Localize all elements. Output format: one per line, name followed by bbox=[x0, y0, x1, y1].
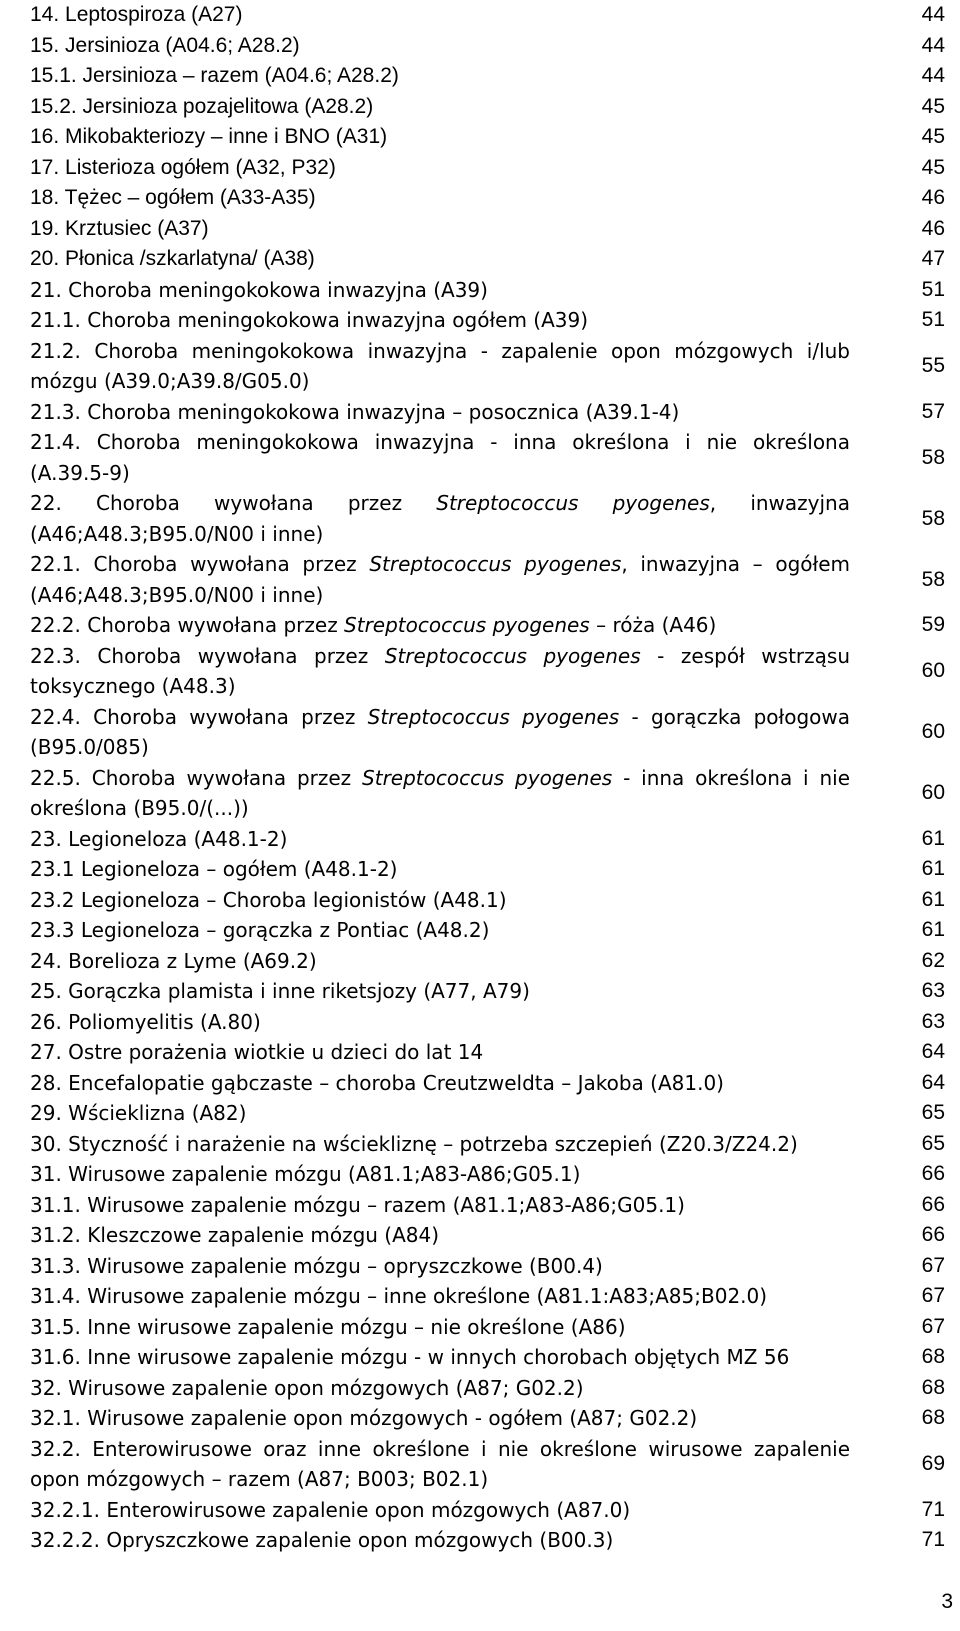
toc-entry bbox=[30, 885, 945, 916]
toc-entry bbox=[30, 824, 945, 855]
toc-entry-title: 15.1. Jersinioza – razem (A04.6; A28.2) bbox=[30, 64, 399, 87]
toc-entry-title: 23.1 Legioneloza – ogółem (A48.1-2) bbox=[30, 857, 398, 881]
toc-entry bbox=[30, 915, 945, 946]
toc-entry bbox=[30, 1525, 945, 1556]
toc-entry-title: 31.4. Wirusowe zapalenie mózgu – inne określone (A81.1:A83;A85;B02.0) bbox=[30, 1284, 768, 1308]
toc-entry-title: 27. Ostre porażenia wiotkie u dzieci do lat 14 bbox=[30, 1040, 484, 1064]
toc-entry bbox=[30, 549, 945, 610]
toc-entry-page: 51 bbox=[921, 277, 945, 301]
toc-entry bbox=[30, 305, 945, 336]
toc-entry bbox=[30, 397, 945, 428]
toc-entry bbox=[30, 1342, 945, 1373]
toc-entry-title: 19. Krztusiec (A37) bbox=[30, 216, 209, 240]
toc-entry bbox=[30, 31, 945, 62]
toc-entry-title: 22.4. Choroba wywołana przez Streptococcus pyogenes - gorączka połogowa (B95.0/085) bbox=[30, 704, 851, 759]
species-name: Streptococcus pyogenes bbox=[369, 552, 622, 576]
toc-entry bbox=[30, 427, 945, 488]
table-of-contents bbox=[30, 0, 945, 1556]
toc-entry-title: 17. Listerioza ogółem (A32, P32) bbox=[30, 155, 336, 179]
toc-entry-title: 23.2 Legioneloza – Choroba legionistów (A48.1) bbox=[30, 887, 507, 912]
toc-entry bbox=[30, 1007, 945, 1038]
toc-entry bbox=[30, 1403, 945, 1434]
toc-entry bbox=[30, 214, 945, 245]
toc-entry-page: 61 bbox=[921, 857, 945, 881]
toc-entry-page: 66 bbox=[921, 1192, 945, 1216]
toc-entry-title: 32.1. Wirusowe zapalenie opon mózgowych - ogółem (A87; G02.2) bbox=[30, 1406, 698, 1430]
toc-entry bbox=[30, 244, 945, 275]
toc-entry-page: 62 bbox=[921, 948, 945, 972]
toc-entry-page: 61 bbox=[921, 826, 945, 850]
toc-entry-page: 57 bbox=[921, 399, 945, 423]
toc-entry-title: 29. Wścieklizna (A82) bbox=[30, 1101, 247, 1125]
toc-entry bbox=[30, 763, 945, 824]
toc-entry-page: 66 bbox=[921, 1223, 945, 1247]
species-name: Streptococcus pyogenes bbox=[367, 704, 620, 729]
toc-entry-title: 31.5. Inne wirusowe zapalenie mózgu – nie określone (A86) bbox=[30, 1314, 626, 1339]
toc-entry-title: 18. Tężec – ogółem (A33-A35) bbox=[30, 186, 316, 209]
toc-entry-title: 31.1. Wirusowe zapalenie mózgu – razem (A81.1;A83-A86;G05.1) bbox=[30, 1192, 685, 1217]
toc-entry bbox=[30, 854, 945, 885]
toc-entry bbox=[30, 702, 945, 763]
species-name: Streptococcus pyogenes bbox=[436, 491, 710, 515]
toc-entry bbox=[30, 488, 945, 549]
toc-entry-page: 68 bbox=[921, 1375, 945, 1399]
toc-entry-page: 51 bbox=[921, 308, 945, 332]
page-number: 3 bbox=[941, 1590, 953, 1613]
toc-entry bbox=[30, 1434, 945, 1495]
toc-entry-page: 67 bbox=[921, 1284, 945, 1308]
toc-entry-title: 21.3. Choroba meningokokowa inwazyjna – posocznica (A39.1-4) bbox=[30, 399, 680, 424]
toc-entry-page: 68 bbox=[921, 1406, 945, 1430]
toc-entry-title: 31.3. Wirusowe zapalenie mózgu – opryszczkowe (B00.4) bbox=[30, 1253, 603, 1278]
toc-entry bbox=[30, 1159, 945, 1190]
toc-entry-title: 15. Jersinioza (A04.6; A28.2) bbox=[30, 33, 300, 57]
toc-entry-title: 22.3. Choroba wywołana przez Streptococcus pyogenes - zespół wstrząsu toksycznego (A48.3) bbox=[30, 643, 850, 698]
toc-entry-page: 60 bbox=[921, 659, 945, 682]
toc-entry-title: 31. Wirusowe zapalenie mózgu (A81.1;A83-A86;G05.1) bbox=[30, 1162, 581, 1186]
toc-entry-title: 32. Wirusowe zapalenie opon mózgowych (A87; G02.2) bbox=[30, 1375, 584, 1400]
toc-entry-page: 61 bbox=[921, 918, 945, 942]
toc-entry bbox=[30, 1129, 945, 1160]
toc-entry-page: 46 bbox=[921, 186, 945, 210]
toc-entry-title: 22.1. Choroba wywołana przez Streptococcus pyogenes, inwazyjna – ogółem (A46;A48.3;B95.0/N00 i inne) bbox=[30, 552, 850, 607]
toc-entry-page: 44 bbox=[921, 33, 945, 57]
toc-entry-page: 60 bbox=[921, 720, 945, 743]
toc-entry-title: 21.1. Choroba meningokokowa inwazyjna ogółem (A39) bbox=[30, 308, 589, 332]
toc-entry bbox=[30, 92, 945, 123]
toc-entry-title: 23. Legioneloza (A48.1-2) bbox=[30, 826, 288, 851]
toc-entry bbox=[30, 1220, 945, 1251]
toc-entry-page: 44 bbox=[921, 3, 945, 27]
toc-entry-page: 55 bbox=[921, 354, 945, 377]
toc-entry bbox=[30, 641, 945, 702]
toc-entry-page: 63 bbox=[921, 1009, 945, 1033]
toc-entry-title: 26. Poliomyelitis (A.80) bbox=[30, 1009, 261, 1034]
toc-entry bbox=[30, 946, 945, 977]
toc-entry-title: 28. Encefalopatie gąbczaste – choroba Creutzweldta – Jakoba (A81.0) bbox=[30, 1070, 724, 1095]
species-name: Streptococcus pyogenes bbox=[344, 613, 590, 637]
species-name: Streptococcus pyogenes bbox=[362, 765, 613, 790]
toc-entry bbox=[30, 1495, 945, 1526]
toc-entry-title: 30. Styczność i narażenie na wściekliznę – potrzeba szczepień (Z20.3/Z24.2) bbox=[30, 1131, 798, 1156]
toc-entry-page: 60 bbox=[921, 781, 945, 804]
toc-entry-title: 22. Choroba wywołana przez Streptococcus pyogenes, inwazyjna (A46;A48.3;B95.0/N00 i inne) bbox=[30, 491, 850, 546]
toc-entry-title: 16. Mikobakteriozy – inne i BNO (A31) bbox=[30, 125, 388, 148]
toc-entry-title: 31.2. Kleszczowe zapalenie mózgu (A84) bbox=[30, 1223, 440, 1247]
toc-entry-page: 71 bbox=[921, 1528, 945, 1552]
toc-entry bbox=[30, 976, 945, 1007]
toc-entry-title: 22.5. Choroba wywołana przez Streptococcus pyogenes - inna określona i nie określona (B95.0/(...)) bbox=[30, 765, 851, 820]
toc-entry-page: 58 bbox=[921, 567, 945, 591]
toc-entry bbox=[30, 1037, 945, 1068]
toc-entry bbox=[30, 275, 945, 306]
toc-entry bbox=[30, 1373, 945, 1404]
toc-entry-title: 21.4. Choroba meningokokowa inwazyjna - inna określona i nie określona (A.39.5-9) bbox=[30, 430, 850, 485]
toc-entry-page: 64 bbox=[921, 1070, 945, 1094]
toc-entry-title: 25. Gorączka plamista i inne riketsjozy (A77, A79) bbox=[30, 979, 530, 1003]
toc-entry-page: 65 bbox=[921, 1131, 945, 1155]
toc-entry-page: 67 bbox=[921, 1253, 945, 1277]
toc-entry-page: 45 bbox=[921, 155, 945, 179]
toc-entry-page: 58 bbox=[921, 506, 945, 530]
toc-entry-page: 47 bbox=[921, 247, 945, 271]
toc-entry-title: 32.2.2. Opryszczkowe zapalenie opon mózgowych (B00.3) bbox=[30, 1528, 614, 1552]
toc-entry-title: 32.2. Enterowirusowe oraz inne określone i nie określone wirusowe zapalenie opon mózgowych – razem (A87; B003; B02.1) bbox=[30, 1436, 850, 1491]
toc-entry-page: 68 bbox=[921, 1345, 945, 1369]
toc-entry-page: 65 bbox=[921, 1101, 945, 1125]
toc-entry-page: 64 bbox=[921, 1040, 945, 1064]
toc-entry bbox=[30, 1098, 945, 1129]
toc-entry-page: 61 bbox=[921, 887, 945, 911]
toc-entry-page: 69 bbox=[921, 1452, 945, 1475]
toc-entry bbox=[30, 1312, 945, 1343]
toc-entry-title: 21. Choroba meningokokowa inwazyjna (A39) bbox=[30, 277, 488, 302]
toc-entry-page: 71 bbox=[921, 1497, 945, 1521]
toc-entry-title: 21.2. Choroba meningokokowa inwazyjna - zapalenie opon mózgowych i/lub mózgu (A39.0;A39.8/G05.0) bbox=[30, 338, 850, 393]
toc-entry-title: 31.6. Inne wirusowe zapalenie mózgu - w innych chorobach objętych MZ 56 bbox=[30, 1345, 790, 1369]
toc-entry-title: 32.2.1. Enterowirusowe zapalenie opon mózgowych (A87.0) bbox=[30, 1497, 631, 1522]
toc-entry-page: 45 bbox=[921, 125, 945, 149]
toc-entry-page: 58 bbox=[921, 445, 945, 469]
toc-entry-title: 15.2. Jersinioza pozajelitowa (A28.2) bbox=[30, 94, 374, 118]
toc-entry bbox=[30, 183, 945, 214]
toc-entry-page: 44 bbox=[921, 64, 945, 88]
toc-entry bbox=[30, 1190, 945, 1221]
toc-entry-page: 59 bbox=[921, 613, 945, 637]
toc-entry bbox=[30, 1251, 945, 1282]
toc-entry-title: 22.2. Choroba wywołana przez Streptococcus pyogenes – róża (A46) bbox=[30, 613, 717, 637]
toc-entry bbox=[30, 153, 945, 184]
toc-entry bbox=[30, 0, 945, 31]
toc-entry-title: 23.3 Legioneloza – gorączka z Pontiac (A48.2) bbox=[30, 918, 490, 942]
toc-entry-page: 66 bbox=[921, 1162, 945, 1186]
toc-entry-title: 14. Leptospiroza (A27) bbox=[30, 3, 243, 26]
species-name: Streptococcus pyogenes bbox=[384, 643, 641, 668]
toc-entry bbox=[30, 1281, 945, 1312]
toc-entry-page: 46 bbox=[921, 216, 945, 240]
toc-entry bbox=[30, 122, 945, 153]
toc-entry-title: 20. Płonica /szkarlatyna/ (A38) bbox=[30, 247, 315, 270]
toc-entry bbox=[30, 610, 945, 641]
toc-entry bbox=[30, 61, 945, 92]
toc-entry-title: 24. Borelioza z Lyme (A69.2) bbox=[30, 948, 317, 973]
toc-entry-page: 63 bbox=[921, 979, 945, 1003]
toc-entry bbox=[30, 1068, 945, 1099]
toc-entry-page: 45 bbox=[921, 94, 945, 118]
toc-entry bbox=[30, 336, 945, 397]
toc-entry-page: 67 bbox=[921, 1314, 945, 1338]
